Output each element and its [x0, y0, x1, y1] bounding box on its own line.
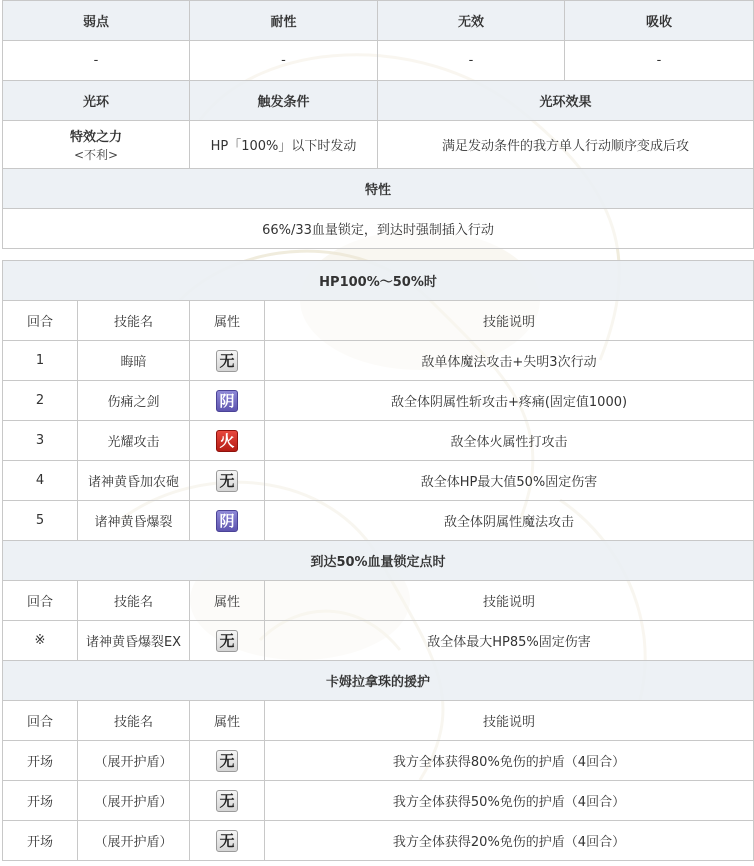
- resistance-header: 耐性: [190, 1, 378, 41]
- skill-description: 我方全体获得80%免伤的护盾（4回合）: [265, 741, 754, 781]
- attribute-none-icon: 无: [216, 830, 238, 852]
- aura-name: 特效之力: [69, 130, 122, 145]
- skill-row: [3, 421, 754, 461]
- skill-table: [2, 260, 754, 861]
- skill-name: 光耀攻击: [78, 421, 190, 461]
- skill-name-header: 技能名: [78, 701, 190, 741]
- aura-row: [3, 121, 754, 169]
- skill-row: [3, 781, 754, 821]
- aura-effect-header: 光环效果: [378, 81, 754, 121]
- skill-row: [3, 501, 754, 541]
- skill-attribute-cell: [190, 341, 265, 381]
- skill-name: 晦暗: [78, 341, 190, 381]
- weakness-header: 弱点: [3, 1, 190, 41]
- boss-info-table: [2, 0, 754, 249]
- absorb-value: -: [565, 41, 754, 81]
- skill-attribute-cell: [190, 421, 265, 461]
- phase-title: 到达50%血量锁定点时: [3, 541, 754, 581]
- skill-description: 敌全体阴属性斩攻击+疼痛(固定值1000): [265, 381, 754, 421]
- trait-text: 66%/33血量锁定，到达时强制插入行动: [3, 209, 754, 249]
- skill-name: （展开护盾）: [78, 781, 190, 821]
- skill-description: 我方全体获得20%免伤的护盾（4回合）: [265, 821, 754, 861]
- skill-row: [3, 821, 754, 861]
- skill-name: 诸神黄昏爆裂EX: [78, 621, 190, 661]
- attribute-fire-icon: 火: [216, 430, 238, 452]
- skill-row: [3, 461, 754, 501]
- skill-row: [3, 341, 754, 381]
- skill-row: [3, 621, 754, 661]
- immune-value: -: [378, 41, 565, 81]
- turn-header: 回合: [3, 301, 78, 341]
- attribute-none-icon: 无: [216, 470, 238, 492]
- skill-attribute-cell: [190, 741, 265, 781]
- trait-header-row: [3, 169, 754, 209]
- attribute-header: 属性: [190, 301, 265, 341]
- skill-description: 敌全体HP最大值50%固定伤害: [265, 461, 754, 501]
- skill-attribute-cell: [190, 501, 265, 541]
- skill-description: 我方全体获得50%免伤的护盾（4回合）: [265, 781, 754, 821]
- skill-description: 敌全体火属性打攻击: [265, 421, 754, 461]
- section-gap: [0, 249, 754, 260]
- skill-attribute-cell: [190, 621, 265, 661]
- aura-condition-header: 触发条件: [190, 81, 378, 121]
- description-header: 技能说明: [265, 581, 754, 621]
- trait-row: [3, 209, 754, 249]
- skill-description: 敌单体魔法攻击+失明3次行动: [265, 341, 754, 381]
- attribute-header: 属性: [190, 701, 265, 741]
- aura-header: 光环: [3, 81, 190, 121]
- attribute-dark-icon: 阴: [216, 390, 238, 412]
- phase-title-row: [3, 261, 754, 301]
- skill-attribute-cell: [190, 821, 265, 861]
- resist-value-row: [3, 41, 754, 81]
- aura-name-cell: [3, 121, 190, 169]
- skill-turn: 1: [3, 341, 78, 381]
- skill-turn: 开场: [3, 781, 78, 821]
- attribute-none-icon: 无: [216, 630, 238, 652]
- immune-header: 无效: [378, 1, 565, 41]
- turn-header: 回合: [3, 701, 78, 741]
- skill-name: （展开护盾）: [78, 741, 190, 781]
- turn-header: 回合: [3, 581, 78, 621]
- phase-title: HP100%～50%时: [3, 261, 754, 301]
- resist-header-row: [3, 1, 754, 41]
- skill-row: [3, 741, 754, 781]
- attribute-header: 属性: [190, 581, 265, 621]
- skill-turn: 开场: [3, 821, 78, 861]
- description-header: 技能说明: [265, 301, 754, 341]
- skill-column-header-row: [3, 301, 754, 341]
- aura-header-row: [3, 81, 754, 121]
- skill-turn: ※: [3, 621, 78, 661]
- skill-turn: 4: [3, 461, 78, 501]
- skill-column-header-row: [3, 581, 754, 621]
- skill-attribute-cell: [190, 461, 265, 501]
- skill-name-header: 技能名: [78, 581, 190, 621]
- skill-name: （展开护盾）: [78, 821, 190, 861]
- attribute-dark-icon: 阴: [216, 510, 238, 532]
- attribute-none-icon: 无: [216, 750, 238, 772]
- phase-title: 卡姆拉拿珠的援护: [3, 661, 754, 701]
- aura-name-sub: <不利>: [73, 148, 119, 162]
- skill-name: 诸神黄昏爆裂: [78, 501, 190, 541]
- trait-header: 特性: [3, 169, 754, 209]
- attribute-none-icon: 无: [216, 350, 238, 372]
- skill-description: 敌全体阴属性魔法攻击: [265, 501, 754, 541]
- skill-turn: 2: [3, 381, 78, 421]
- aura-effect: 满足发动条件的我方单人行动顺序变成后攻: [378, 121, 754, 169]
- skill-turn: 开场: [3, 741, 78, 781]
- skill-name: 伤痛之剑: [78, 381, 190, 421]
- skill-turn: 5: [3, 501, 78, 541]
- description-header: 技能说明: [265, 701, 754, 741]
- skill-description: 敌全体最大HP85%固定伤害: [265, 621, 754, 661]
- absorb-header: 吸收: [565, 1, 754, 41]
- skill-attribute-cell: [190, 381, 265, 421]
- skill-name-header: 技能名: [78, 301, 190, 341]
- resistance-value: -: [190, 41, 378, 81]
- skill-attribute-cell: [190, 781, 265, 821]
- skill-column-header-row: [3, 701, 754, 741]
- attribute-none-icon: 无: [216, 790, 238, 812]
- skill-turn: 3: [3, 421, 78, 461]
- phase-title-row: [3, 661, 754, 701]
- aura-condition: HP「100%」以下时发动: [190, 121, 378, 169]
- weakness-value: -: [3, 41, 190, 81]
- phase-title-row: [3, 541, 754, 581]
- skill-row: [3, 381, 754, 421]
- skill-name: 诸神黄昏加农砲: [78, 461, 190, 501]
